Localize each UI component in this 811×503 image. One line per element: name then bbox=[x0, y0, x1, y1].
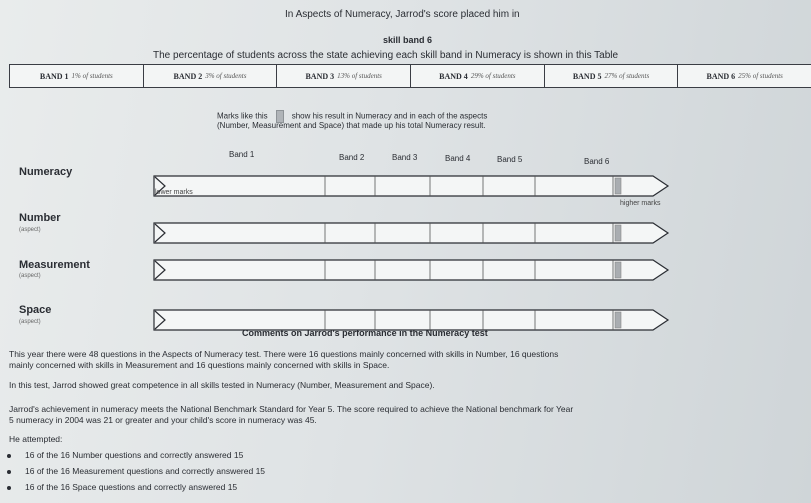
result-marker bbox=[615, 262, 621, 278]
scale-outline bbox=[154, 260, 668, 280]
comments-heading: Comments on Jarrod's performance in the Numeracy test bbox=[242, 328, 488, 338]
paragraph-1-line1: This year there were 48 questions in the Aspects of Numeracy test. There were 16 questions mainly concerned with skills in Number, 16 questions bbox=[9, 349, 559, 359]
measurement-scale-arrow bbox=[153, 259, 670, 281]
measurement-scale bbox=[153, 259, 670, 281]
paragraph-3-line1: Jarrod's achievement in numeracy meets the National Benchmark Standard for Year 5. The score required to achieve the National benchmark for Year bbox=[9, 404, 574, 414]
report-intro-line: In Aspects of Numeracy, Jarrod's score placed him in bbox=[285, 9, 520, 20]
numeracy-scale-arrow bbox=[153, 175, 670, 197]
band-heading-1: Band 1 bbox=[229, 150, 255, 159]
row-sub-space: (aspect) bbox=[19, 319, 41, 325]
band-cell-1: BAND 1 1% of students bbox=[10, 65, 144, 87]
list-item: 16 of the 16 Space questions and correctly answered 15 bbox=[7, 482, 237, 492]
band-heading-6: Band 6 bbox=[584, 157, 610, 166]
band-heading-3: Band 3 bbox=[392, 153, 418, 162]
row-label-number: Number bbox=[19, 212, 61, 224]
band-cell-6: BAND 6 25% of students bbox=[706, 71, 783, 81]
band-cell-5: BAND 5 27% of students bbox=[545, 65, 679, 87]
marks-note-line2: (Number, Measurement and Space) that made up his total Numeracy result. bbox=[217, 121, 486, 130]
result-marker bbox=[615, 312, 621, 328]
paragraph-1-line2: mainly concerned with skills in Measurement and 16 questions mainly concerned with skills in Space. bbox=[9, 360, 390, 370]
row-label-space: Space bbox=[19, 304, 52, 316]
list-item: 16 of the 16 Number questions and correctly answered 15 bbox=[7, 450, 243, 460]
band-cell-2: BAND 2 3% of students bbox=[144, 65, 278, 87]
row-sub-measurement: (aspect) bbox=[19, 273, 41, 279]
list-item: 16 of the 16 Measurement questions and correctly answered 15 bbox=[7, 466, 265, 476]
scale-outline bbox=[154, 223, 668, 243]
band-cell-4: BAND 4 29% of students bbox=[411, 65, 545, 87]
scale-high-label: higher marks bbox=[620, 200, 661, 207]
paragraph-2: In this test, Jarrod showed great competence in all skills tested in Numeracy (Number, Measurement and Space). bbox=[9, 380, 435, 390]
band-heading-2: Band 2 bbox=[339, 153, 365, 162]
band-heading-5: Band 5 bbox=[497, 155, 523, 164]
row-sub-number: (aspect) bbox=[19, 227, 41, 233]
marks-note: Marks like this show his result in Numeracy and in each of the aspects bbox=[217, 110, 487, 123]
skill-band-result: skill band 6 bbox=[383, 35, 433, 45]
row-label-measurement: Measurement bbox=[19, 259, 90, 271]
number-scale bbox=[153, 222, 670, 244]
number-scale-arrow bbox=[153, 222, 670, 244]
scale-outline bbox=[154, 310, 668, 330]
numeracy-scale bbox=[153, 175, 670, 197]
band-cell-3: BAND 3 13% of students bbox=[277, 65, 411, 87]
band-percentage-table bbox=[9, 64, 811, 88]
row-label-numeracy: Numeracy bbox=[19, 166, 73, 178]
result-marker bbox=[615, 178, 621, 194]
scale-outline bbox=[154, 176, 668, 196]
scale-low-label: lower marks bbox=[155, 189, 193, 196]
attempted-label: He attempted: bbox=[9, 434, 63, 444]
paragraph-3-line2: 5 numeracy in 2004 was 21 or greater and your child's score in numeracy was 45. bbox=[9, 415, 317, 425]
band-heading-4: Band 4 bbox=[445, 154, 471, 163]
table-caption: The percentage of students across the state achieving each skill band in Numeracy is shown in this Table bbox=[153, 50, 619, 61]
result-marker bbox=[615, 225, 621, 241]
